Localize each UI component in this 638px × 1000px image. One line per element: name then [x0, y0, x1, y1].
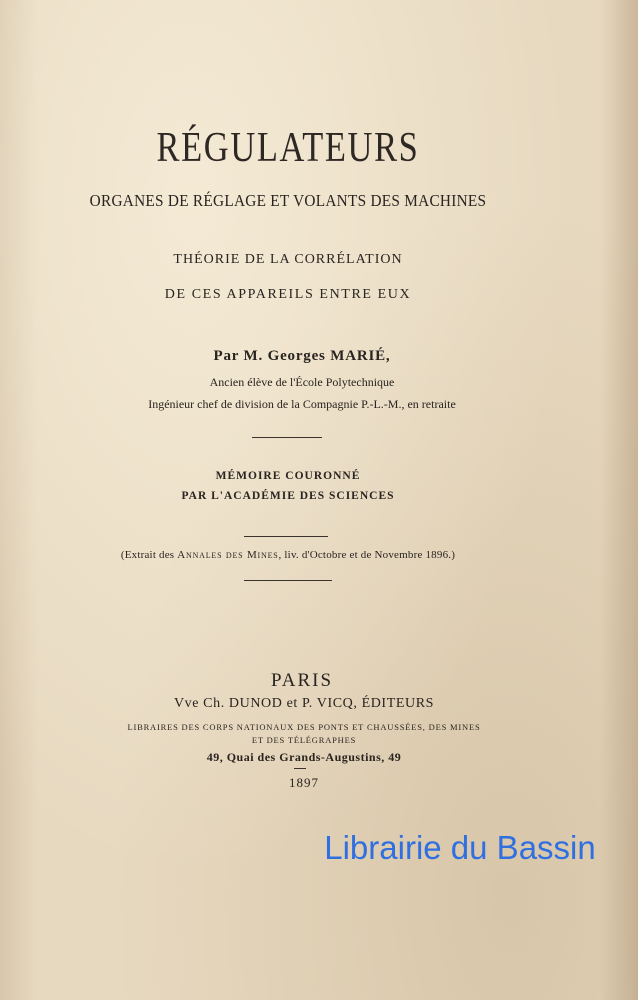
bookseller-watermark: Librairie du Bassin [324, 829, 596, 866]
extract-prefix: (Extrait des [120, 549, 175, 561]
book-title: RÉGULATEURS [156, 125, 420, 171]
libraries-line-2: ET DES TÉLÉGRAPHES [251, 735, 357, 745]
publisher-address: 49, Quai des Grands-Augustins, 49 [206, 750, 402, 764]
divider-rule [244, 580, 332, 581]
extract-journal: Annales des Mines [177, 549, 279, 561]
theory-line-1: THÉORIE DE LA CORRÉLATION [173, 252, 403, 267]
award-line-1: MÉMOIRE COURONNÉ [215, 470, 361, 482]
publication-city: PARIS [270, 670, 334, 691]
publication-year: 1897 [289, 775, 319, 790]
author-affiliation-1: Ancien élève de l'École Polytechnique [209, 375, 395, 389]
publisher-line: Vve Ch. DUNOD et P. VICQ, ÉDITEURS [173, 696, 435, 711]
award-line-2: PAR L'ACADÉMIE DES SCIENCES [181, 490, 395, 502]
extract-suffix: , liv. d'Octobre et de Novembre 1896.) [278, 549, 456, 561]
divider-rule [252, 437, 322, 438]
libraries-line-1: LIBRAIRES DES CORPS NATIONAUX DES PONTS ET CHAUSSÉES, DES MINES [127, 722, 481, 732]
extract-note [0, 549, 576, 561]
divider-rule [294, 768, 306, 769]
theory-line-2: DE CES APPAREILS ENTRE EUX [164, 287, 412, 302]
book-subtitle: ORGANES DE RÉGLAGE ET VOLANTS DES MACHINES [89, 191, 487, 210]
author-line: Par M. Georges MARIÉ, [213, 348, 391, 364]
author-affiliation-2: Ingénieur chef de division de la Compagnie P.-L.-M., en retraite [148, 397, 456, 411]
divider-rule [244, 536, 328, 537]
